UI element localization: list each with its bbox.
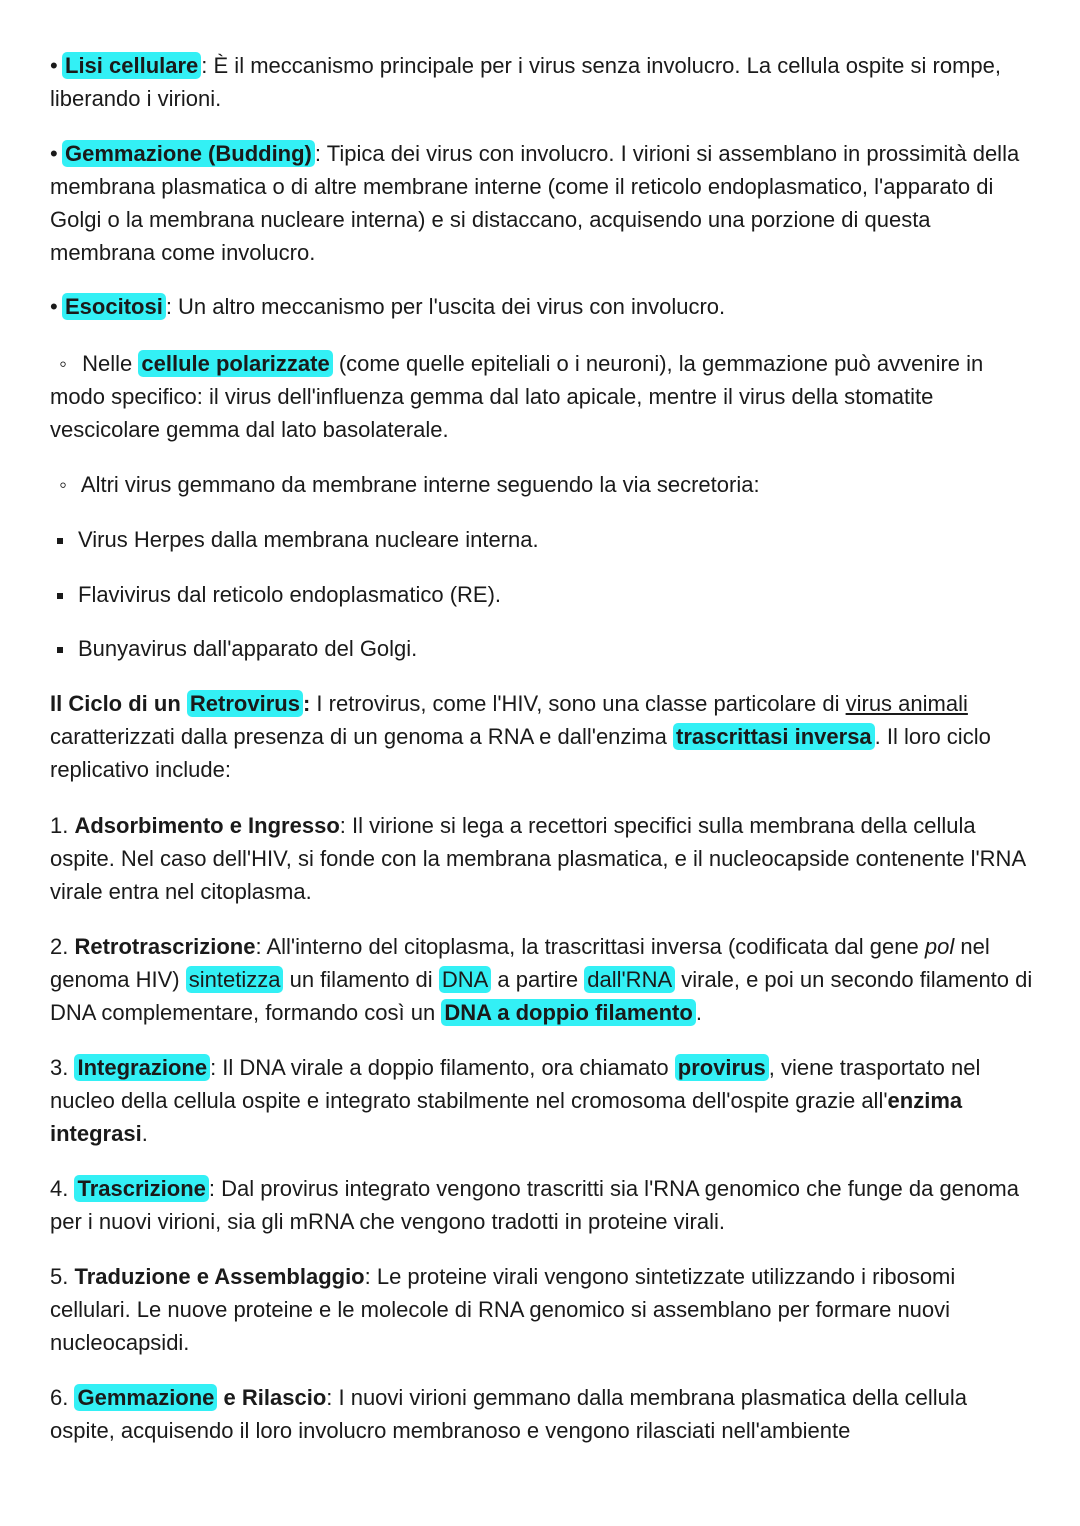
term-provirus: provirus [675, 1054, 769, 1081]
intro-text: I retrovirus, come l'HIV, sono una classe particolare di [316, 691, 840, 716]
step-text: nel genoma HIV) [50, 934, 990, 992]
term-retrovirus: Retrovirus [187, 690, 303, 717]
sub-bullet-altri-virus [50, 468, 1035, 501]
step-text: : Il virione si lega a recettori specifici sulla membrana della cellula ospite. Nel caso dell'HIV, si fonde con la membrana plasmatica, e il nucleocapside contenente l'RNA virale entra nel citoplasma. [50, 813, 1025, 904]
square-bullet-icon [50, 578, 78, 611]
step-text: , viene trasportato nel nucleo della cellula ospite e integrato stabilmente nel cromosoma dell'ospite grazie all' [50, 1055, 981, 1113]
step-3 [50, 1051, 1035, 1150]
bullet-text: : È il meccanismo principale per i virus senza involucro. La cellula ospite si rompe, liberando i virioni. [50, 53, 1001, 111]
square-item-bunyavirus [50, 632, 1035, 665]
step-number: 6. [50, 1385, 69, 1410]
bullet-gemmazione [50, 137, 1035, 269]
bullet-lisi-cellulare [50, 49, 1035, 115]
sub-bullet-marker: ◦ [59, 351, 67, 376]
step-text: : Le proteine virali vengono sintetizzate utilizzando i ribosomi cellulari. Le nuove proteine e le molecole di RNA genomico si assemblano per formare nuovi nucleocapsidi. [50, 1264, 956, 1355]
step-5 [50, 1260, 1035, 1359]
term-gemmazione: Gemmazione [74, 1384, 217, 1411]
step-6 [50, 1381, 1035, 1447]
square-item-herpes [50, 523, 1035, 556]
step-2 [50, 930, 1035, 1029]
step-text: : Il DNA virale a doppio filamento, ora chiamato [210, 1055, 669, 1080]
step-number: 1. [50, 813, 69, 838]
sub-bullet-polarizzate [50, 347, 1035, 446]
sub-bullet-text: (come quelle epiteliali o i neuroni), la gemmazione può avvenire in modo specifico: il virus dell'influenza gemma dal lato apicale, mentre il virus della stomatite vescicolare gemma dal lato basolaterale. [50, 351, 984, 442]
step-end: . [695, 1000, 702, 1025]
sub-bullet-marker: ◦ [59, 472, 67, 497]
highlight-dna: DNA [439, 966, 491, 993]
term-trascrittasi-inversa: trascrittasi inversa [673, 723, 875, 750]
term-integrazione: Integrazione [74, 1054, 210, 1081]
term-enzima-integrasi: enzima integrasi [50, 1088, 963, 1146]
square-item-text: Bunyavirus dall'apparato del Golgi. [78, 636, 418, 661]
step-title: e Rilascio [223, 1385, 327, 1410]
step-number: 4. [50, 1176, 69, 1201]
step-text: : Dal provirus integrato vengono trascritti sia l'RNA genomico che funge da genoma per i nuovi virioni, sia gli mRNA che vengono tradotti in proteine virali. [50, 1176, 1019, 1234]
step-text: : All'interno del citoplasma, la trascrittasi inversa (codificata dal gene [255, 934, 919, 959]
square-item-text: Virus Herpes dalla membrana nucleare interna. [78, 527, 539, 552]
sub-bullet-text: Altri virus gemmano da membrane interne seguendo la via secretoria: [80, 472, 760, 497]
step-number: 5. [50, 1264, 69, 1289]
step-title: Adsorbimento e Ingresso [74, 813, 340, 838]
square-bullet-icon [50, 632, 78, 665]
square-bullet-icon [50, 523, 78, 556]
step-text: a partire [497, 967, 579, 992]
highlight-sintetizza: sintetizza [186, 966, 284, 993]
square-item-text: Flavivirus dal reticolo endoplasmatico (RE). [78, 582, 502, 607]
step-text: : I nuovi virioni gemmano dalla membrana plasmatica della cellula ospite, acquisendo il loro involucro membranoso e vengono rilasciati nell'ambiente [50, 1385, 968, 1443]
term-lisi-cellulare: Lisi cellulare [62, 52, 201, 79]
highlight-dall-rna: dall'RNA [584, 966, 675, 993]
square-item-flavivirus [50, 578, 1035, 611]
step-1 [50, 809, 1035, 908]
retrovirus-heading-lead: Il Ciclo di un [50, 691, 181, 716]
bullet-marker: • [50, 141, 58, 166]
term-gemmazione-budding: Gemmazione (Budding) [62, 140, 315, 167]
step-number: 3. [50, 1055, 69, 1080]
bullet-esocitosi [50, 290, 1035, 323]
intro-text: caratterizzati dalla presenza di un genoma a RNA e dall'enzima [50, 724, 667, 749]
term-dna-doppio-filamento: DNA a doppio filamento [441, 999, 696, 1026]
step-4 [50, 1172, 1035, 1238]
step-text: virale, e poi un secondo filamento di DNA complementare, formando così un [50, 967, 1033, 1025]
retrovirus-intro [50, 687, 1035, 786]
link-virus-animali[interactable]: virus animali [845, 691, 968, 716]
sub-bullet-pre: Nelle [82, 351, 133, 376]
bullet-marker: • [50, 294, 58, 319]
heading-colon: : [302, 691, 311, 716]
bullet-text: : Tipica dei virus con involucro. I virioni si assemblano in prossimità della membrana plasmatica o di altre membrane interne (come il reticolo endoplasmatico, l'apparato di Golgi o la membrana nucleare interna) e si distaccano, acquisendo una porzione di questa membrana come involucro. [50, 141, 1020, 265]
gene-pol: pol [924, 934, 955, 959]
bullet-marker: • [50, 53, 58, 78]
step-title: Traduzione e Assemblaggio [74, 1264, 365, 1289]
term-esocitosi: Esocitosi [62, 293, 166, 320]
step-end: . [141, 1121, 148, 1146]
term-cellule-polarizzate: cellule polarizzate [138, 350, 332, 377]
intro-text: . Il loro ciclo replicativo include: [50, 724, 991, 782]
term-trascrizione: Trascrizione [74, 1175, 208, 1202]
step-number: 2. [50, 934, 69, 959]
step-text: un filamento di [289, 967, 433, 992]
bullet-text: : Un altro meccanismo per l'uscita dei virus con involucro. [165, 294, 726, 319]
step-title: Retrotrascrizione [74, 934, 256, 959]
